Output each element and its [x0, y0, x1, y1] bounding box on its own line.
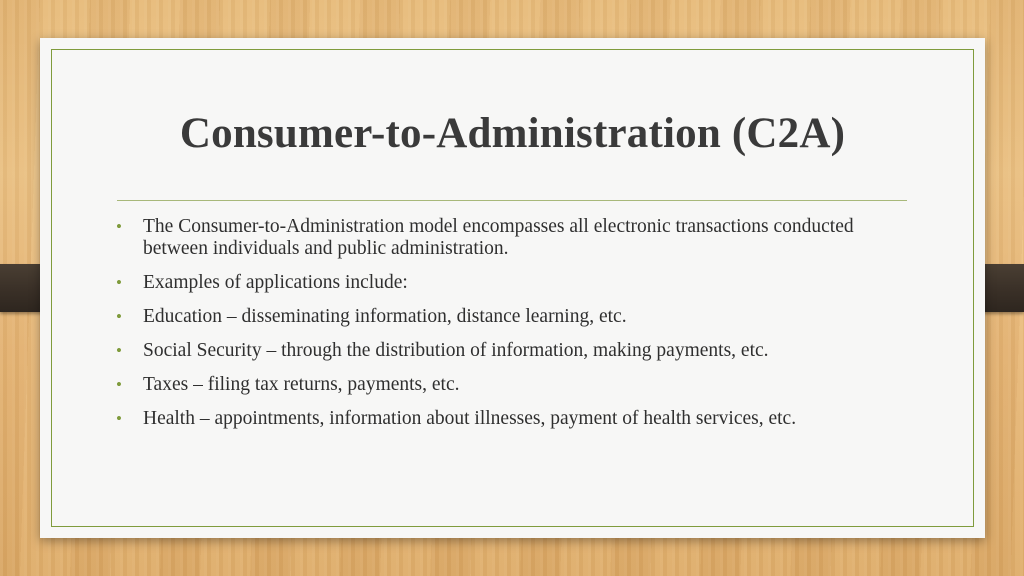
bullet-text: Examples of applications include: [143, 272, 408, 293]
bullet-text: Education – disseminating information, distance learning, etc. [143, 306, 627, 327]
bullet-icon: • [116, 375, 122, 394]
bullet-text: Health – appointments, information about illnesses, payment of health services, etc. [143, 408, 797, 429]
bullet-icon: • [116, 307, 122, 326]
bullet-item [116, 408, 916, 430]
bullet-icon: • [116, 217, 122, 236]
bullet-text: Social Security – through the distribution of information, making payments, etc. [143, 340, 769, 361]
bullet-text: Taxes – filing tax returns, payments, etc. [143, 374, 460, 395]
bullet-item [116, 374, 916, 396]
bullet-item [116, 306, 916, 328]
bullet-item [116, 340, 916, 362]
bullet-item [116, 216, 916, 260]
bullet-icon: • [116, 273, 122, 292]
slide-card [40, 38, 985, 538]
bullet-icon: • [116, 409, 122, 428]
bullet-text: The Consumer-to-Administration model encompasses all electronic transactions conducted between individuals and public administration. [143, 216, 854, 259]
bullet-item [116, 272, 916, 294]
bullet-icon: • [116, 341, 122, 360]
slide-title: Consumer-to-Administration (C2A) [179, 110, 846, 157]
bullet-list [116, 216, 916, 442]
title-divider [117, 200, 907, 201]
